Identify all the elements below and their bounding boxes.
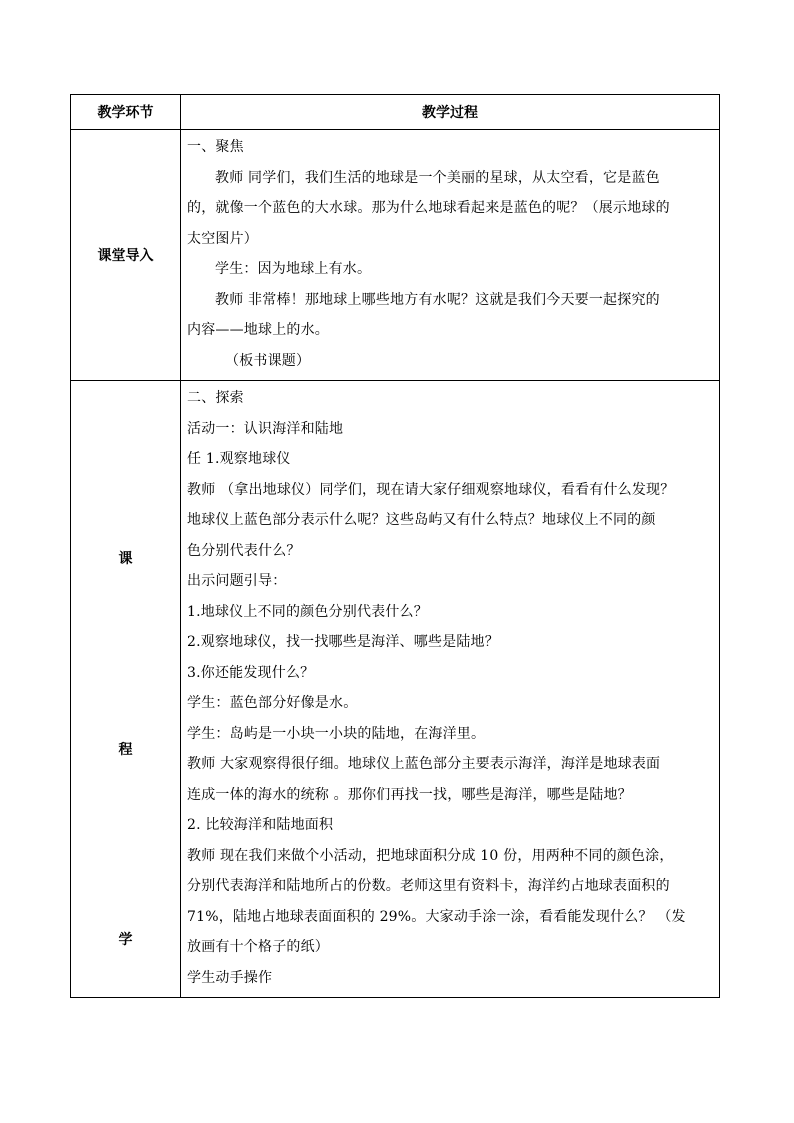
process-line-14: 2. 比较海洋和陆地面积	[187, 817, 334, 833]
intro-line-7: （板书课题）	[225, 352, 311, 369]
header-process: 教学过程	[181, 95, 720, 130]
stage-process-label	[71, 381, 181, 998]
process-line-11: 学生：岛屿是一小块一小块的陆地，在海洋里。	[187, 725, 486, 742]
intro-line-1: 教师 同学们，我们生活的地球是一个美丽的星球，从太空看，它是蓝色	[215, 169, 660, 186]
process-line-8: 2.观察地球仪，找一找哪些是海洋、哪些是陆地？	[187, 634, 499, 650]
process-line-10: 学生：蓝色部分好像是水。	[187, 695, 358, 711]
intro-line-4: 学生：因为地球上有水。	[215, 261, 372, 277]
process-line-19: 学生动手操作	[187, 969, 273, 986]
intro-content-cell	[181, 130, 720, 381]
process-line-0: 二、探索	[187, 390, 244, 406]
process-line-1: 活动一：认识海洋和陆地	[187, 420, 344, 437]
intro-line-2: 的，就像一个蓝色的大水球。那为什么地球看起来是蓝色的呢？（展示地球的	[187, 200, 670, 216]
process-line-17: 71%，陆地占地球表面面积的 29%。大家动手涂一涂，看看能发现什么？ （发	[187, 908, 686, 925]
row-intro	[71, 130, 720, 381]
process-line-15: 教师 现在我们来做个小活动，把地球面积分成 10 份，用两种不同的颜色涂，	[187, 847, 674, 864]
process-line-13: 连成一体的海水的统称 。那你们再找一找，哪些是海洋，哪些是陆地？	[187, 786, 632, 803]
process-line-4: 地球仪上蓝色部分表示什么呢？这些岛屿又有什么特点？地球仪上不同的颜	[187, 512, 656, 528]
intro-line-0: 一、聚焦	[187, 139, 244, 155]
process-line-2: 任 1.观察地球仪	[187, 451, 291, 467]
process-line-12: 教师 大家观察得很仔细。地球仪上蓝色部分主要表示海洋，海洋是地球表面	[187, 756, 661, 772]
process-line-16: 分别代表海洋和陆地所占的份数。老师这里有资料卡，海洋约占地球表面积的	[187, 878, 670, 894]
stage-char-3: 学	[118, 932, 133, 948]
lesson-plan-table	[70, 94, 720, 998]
stage-char-2: 程	[118, 742, 133, 758]
process-line-9: 3.你还能发现什么？	[187, 664, 315, 681]
intro-line-6: 内容——地球上的水。	[187, 322, 329, 338]
header-row	[71, 95, 720, 130]
stage-intro-label: 课堂导入	[71, 130, 181, 381]
process-line-7: 1.地球仪上不同的颜色分别代表什么？	[187, 603, 428, 620]
intro-line-3: 太空图片）	[187, 230, 258, 247]
process-line-6: 出示问题引导：	[187, 573, 287, 589]
header-stage: 教学环节	[71, 95, 181, 130]
intro-line-5: 教师 非常棒！那地球上哪些地方有水呢？这就是我们今天要一起探究的	[215, 291, 660, 308]
process-line-3: 教师 （拿出地球仪）同学们，现在请大家仔细观察地球仪，看看有什么发现？	[187, 481, 675, 498]
process-line-18: 放画有十个格子的纸）	[187, 939, 329, 955]
process-content-cell	[181, 381, 720, 998]
process-line-5: 色分别代表什么？	[187, 542, 301, 559]
row-process	[71, 381, 720, 998]
stage-char-1: 课	[118, 551, 133, 567]
